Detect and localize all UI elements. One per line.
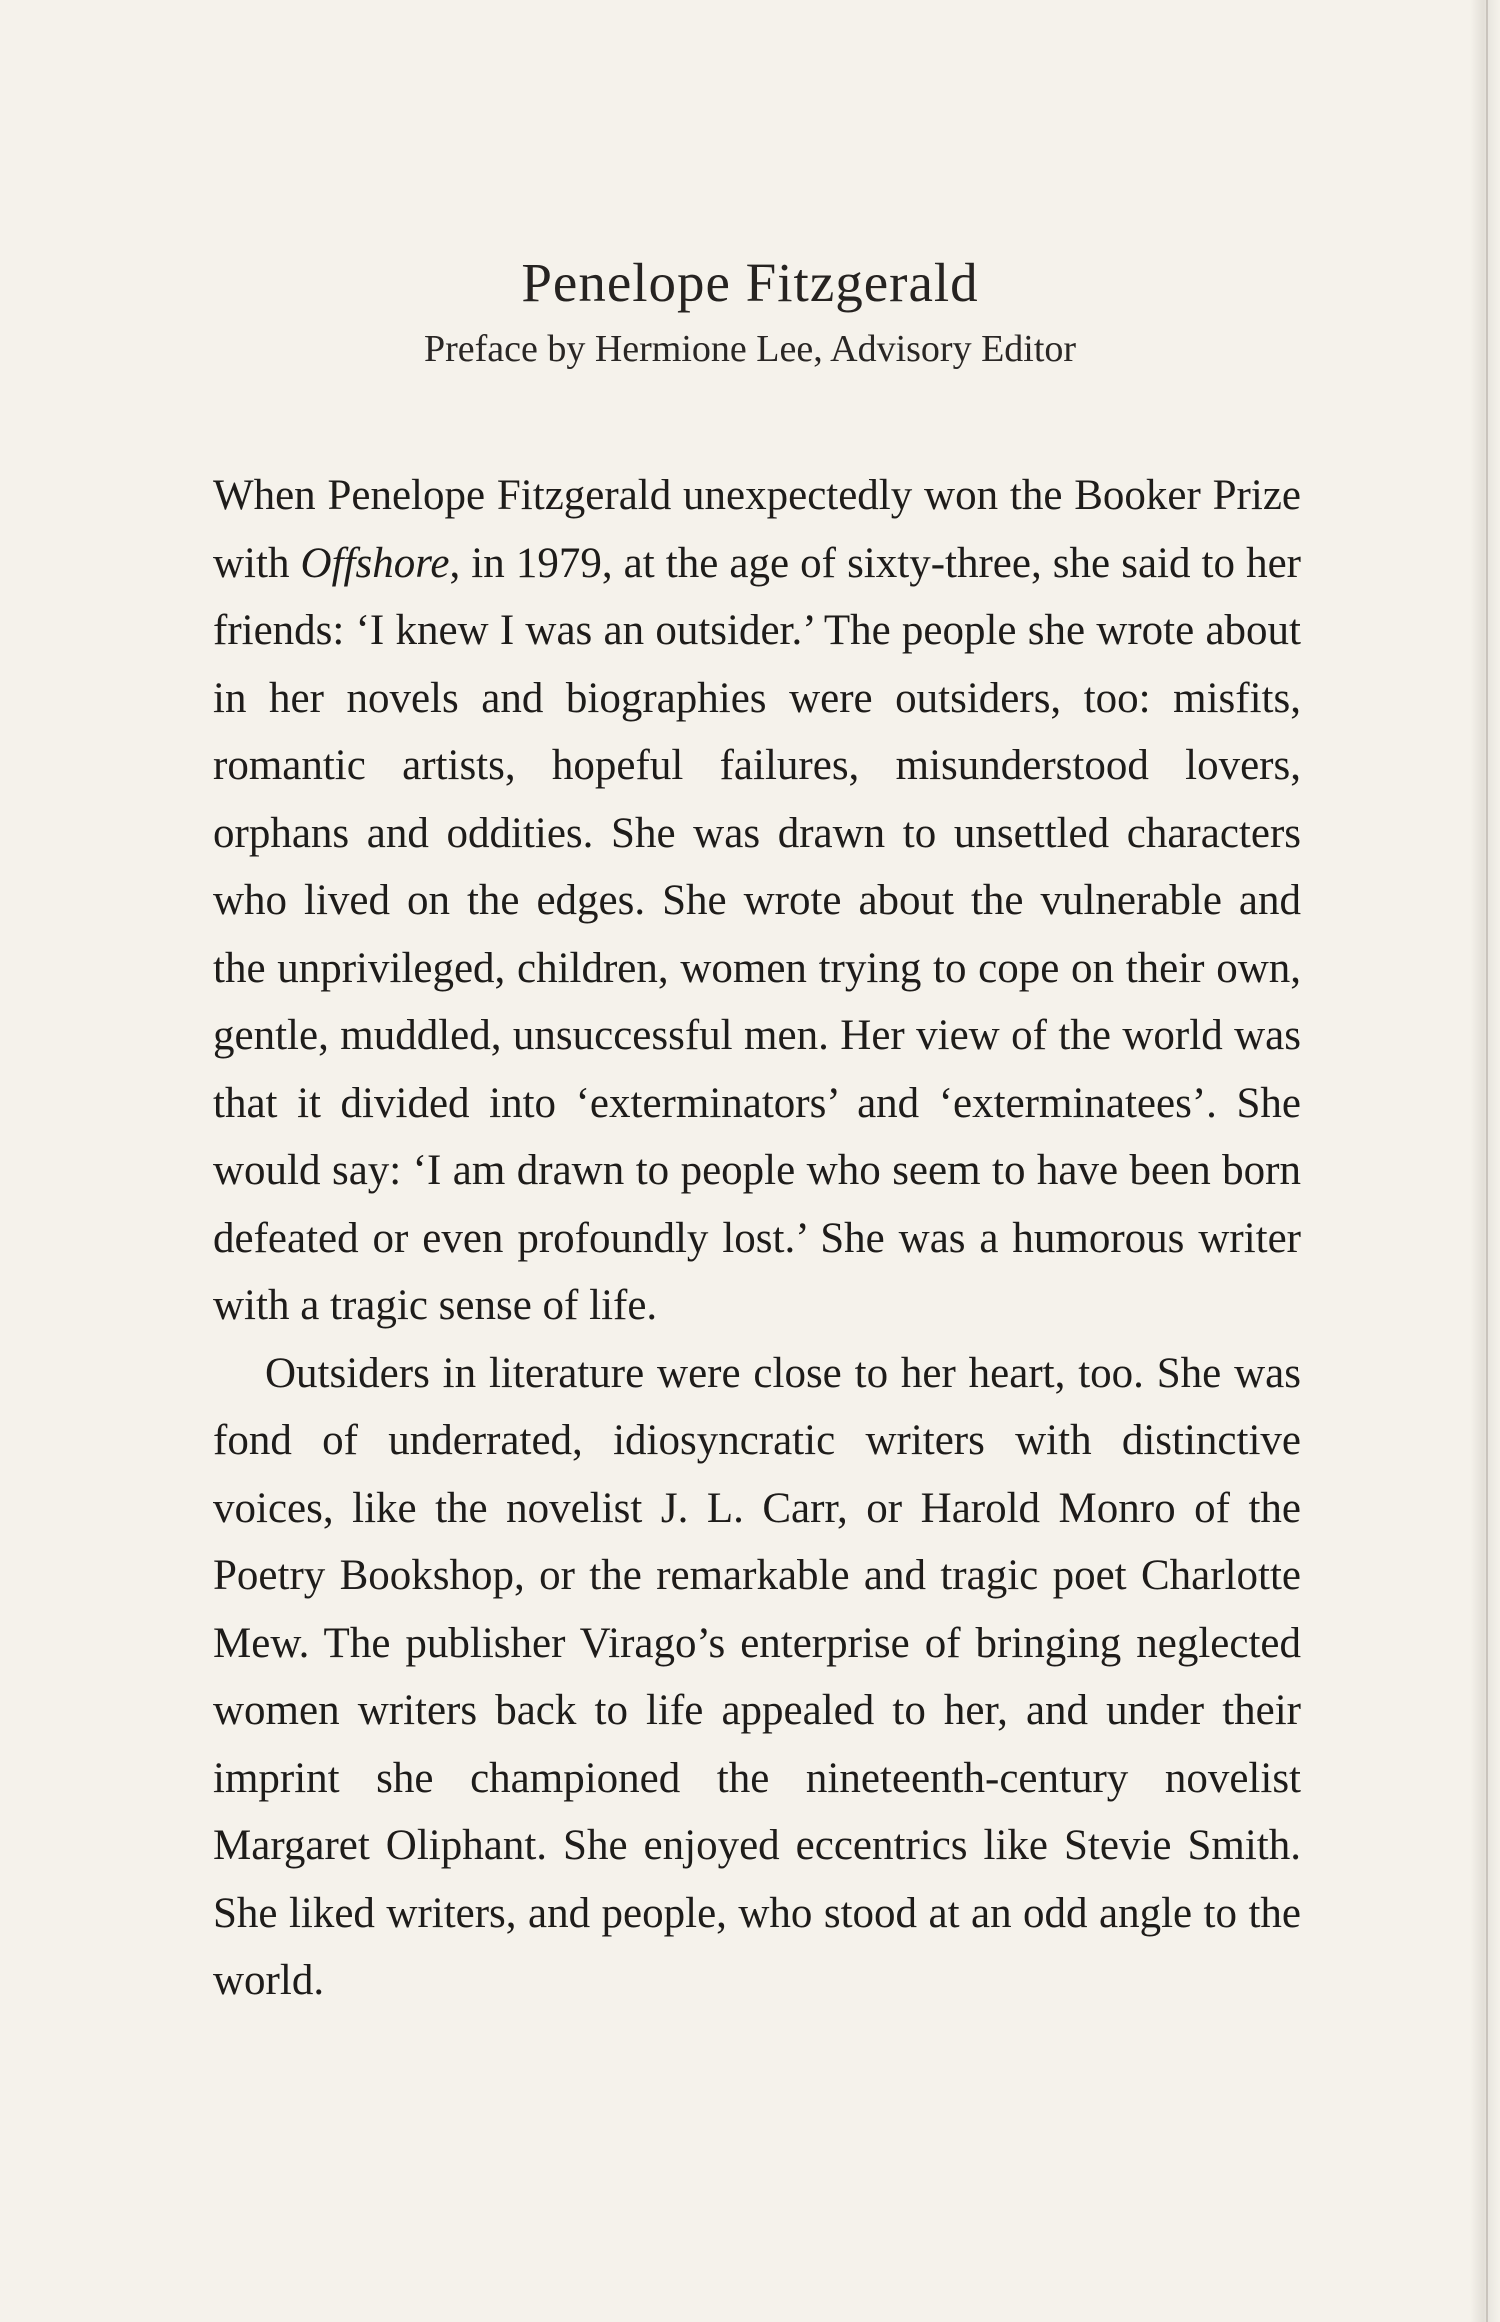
page-subtitle: Preface by Hermione Lee, Advisory Editor: [423, 328, 1077, 370]
body-text: [213, 462, 1301, 2015]
paragraph-1-part-1: When Penelope Fitzgerald unexpectedly won the Booker Prize with: [213, 472, 1301, 587]
paragraph-1: [213, 462, 1301, 1340]
paragraph-2: Outsiders in literature were close to her heart, too. She was fond of underrated, idiosyncratic writers with distinctive voices, like the novelist J. L. Carr, or Harold Monro of the Poetry Bookshop, or the remarkable and tragic poet Charlotte Mew. The publisher Virago’s enterprise of bringing neglected women writers back to life appealed to her, and under their imprint she championed the nineteenth-century novelist Margaret Oliphant. She enjoyed eccentrics like Stevie Smith. She liked writers, and people, who stood at an odd angle to the world.: [213, 1349, 1301, 2004]
book-title-offshore: Offshore: [300, 539, 450, 587]
page-title: Penelope Fitzgerald: [521, 252, 979, 313]
paragraph-1-part-2: , in 1979, at the age of sixty-three, she said to her friends: ‘I knew I was an outsider.’ The people she wrote about in her novels and biographies were outsiders, too: misfits, romantic artists, hopeful failures, misunderstood lovers, orphans and oddities. She was drawn to unsettled characters who lived on the edges. She wrote about the vulnerable and the unprivileged, children, women trying to cope on their own, gentle, muddled, unsuccessful men. Her view of the world was that it divided into ‘exterminators’ and ‘exterminatees’. She would say: ‘I am drawn to people who seem to have been born defeated or even profoundly lost.’ She was a humorous writer with a tragic sense of life.: [213, 539, 1301, 1329]
page-header: [0, 248, 1500, 374]
